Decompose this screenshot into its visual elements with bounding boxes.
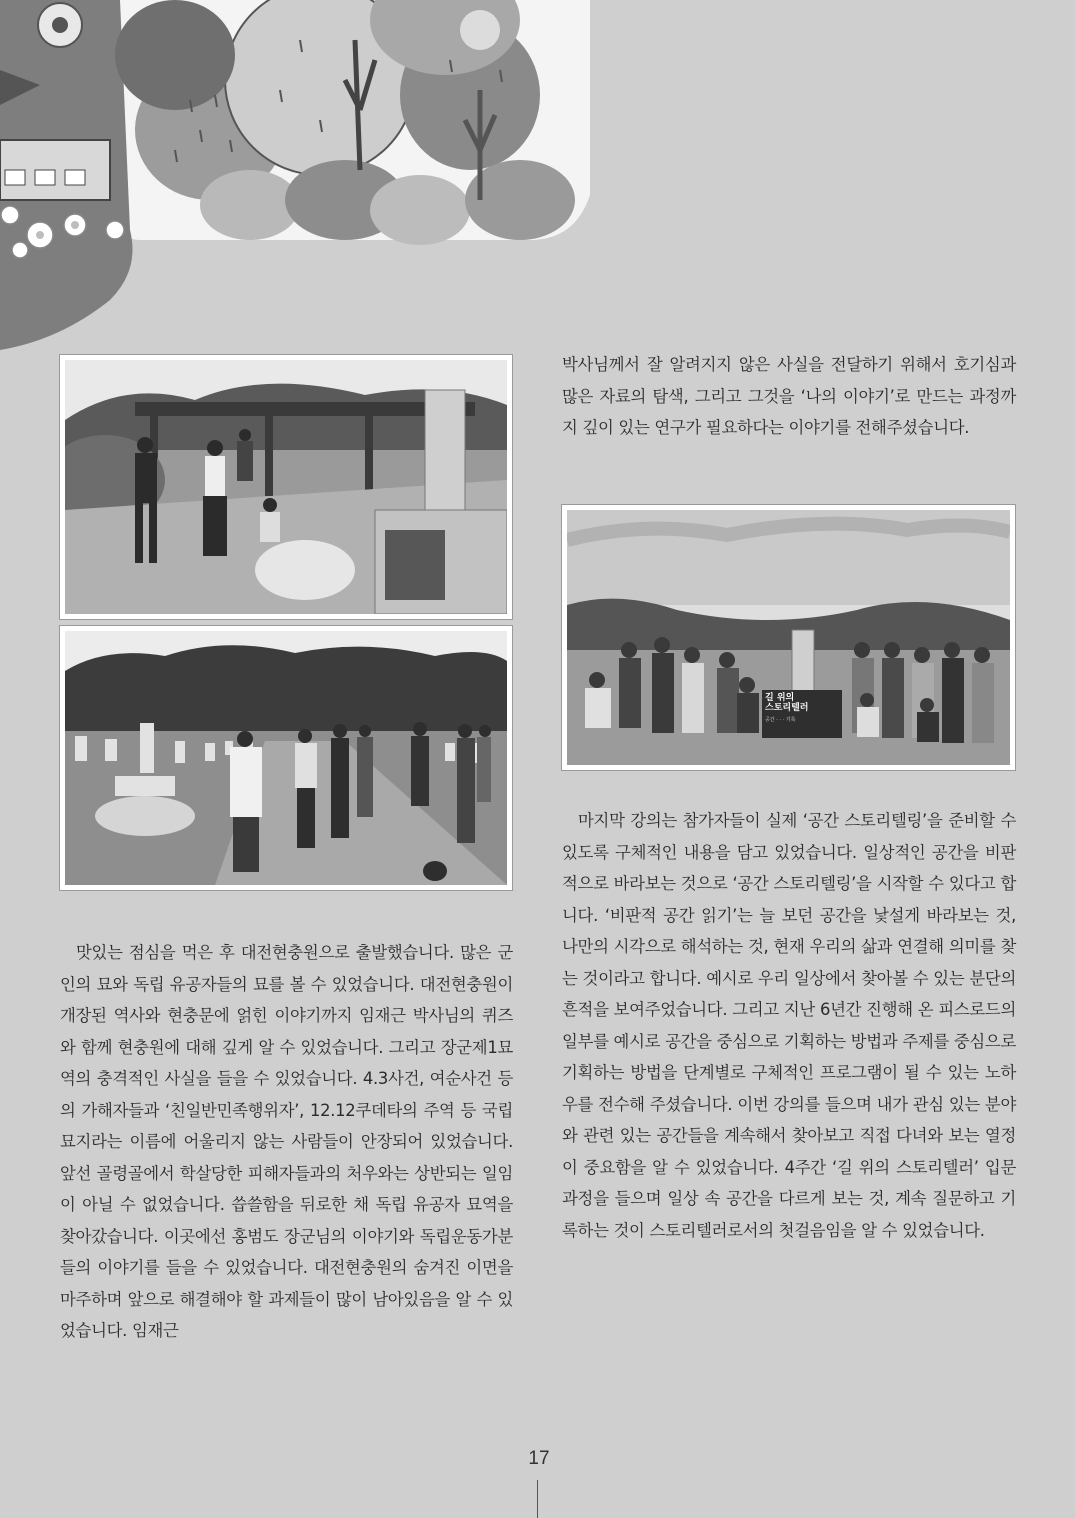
banner-line2: 스토리텔러 <box>765 703 809 713</box>
photo-memorial-flowers <box>60 355 512 619</box>
right-top-text: 박사님께서 잘 알려지지 않은 사실을 전달하기 위해서 호기심과 많은 자료의 탐색, 그리고 그것을 ‘나의 이야기’로 만드는 과정까지 깊이 있는 연구가 필요하다는 이야기를 전해주셨습니다. <box>562 355 1016 437</box>
banner <box>765 693 841 726</box>
banner-line1: 길 위의 <box>765 693 795 703</box>
right-body-text: 마지막 강의는 참가자들이 실제 ‘공간 스토리텔링’을 준비할 수 있도록 구체적인 내용을 담고 있었습니다. 일상적인 공간을 비판적으로 바라보는 것으로 ‘공간 스토리텔링’을 시작할 수 있다고 합니다. ‘비판적 공간 읽기’는 늘 보던 공간을 낯설게 바라보는 것, 나만의 시각으로 해석하는 것, 현재 우리의 삶과 연결해 의미를 찾는 것이라고 합니다. 예시로 우리 일상에서 찾아볼 수 있는 분단의 흔적을 보여주었습니다. 그리고 지난 6년간 진행해 온 피스로드의 일부를 예시로 공간을 중심으로 기획하는 방법과 주제를 중심으로 기획하는 방법을 단계별로 구체적인 프로그램이 될 수 있는 노하우를 전수해 주셨습니다. 이번 강의를 들으며 내가 관심 있는 분야와 관련 있는 공간들을 계속해서 찾아보고 직접 다녀와 보는 열정이 중요함을 알 수 있었습니다. 4주간 ‘길 위의 스토리텔러’ 입문 과정을 들으며 일상 속 공간을 다르게 보는 것, 계속 질문하고 기록하는 것이 스토리텔러로서의 첫걸음임을 알 수 있었습니다. <box>562 811 1016 1240</box>
left-body-text: 맛있는 점심을 먹은 후 대전현충원으로 출발했습니다. 많은 군인의 묘와 독립 유공자들의 묘를 볼 수 있었습니다. 대전현충원이 개장된 역사와 현충문에 얽힌 이야기까지 임재근 박사님의 퀴즈와 함께 현충원에 대해 깊게 알 수 있었습니다. 그리고 장군제1묘역의 충격적인 사실을 들을 수 있었습니다. 4.3사건, 여순사건 등의 가해자들과 ‘친일반민족행위자’, 12.12쿠데타의 주역 등 국립묘지라는 이름에 어울리지 않는 사람들이 안장되어 있었습니다. 앞선 골령골에서 학살당한 피해자들과의 처우와는 상반되는 일임이 아닐 수 없었습니다. 씁쓸함을 뒤로한 채 독립 유공자 묘역을 찾아갔습니다. 이곳에선 홍범도 장군님의 이야기와 독립운동가분들의 이야기를 들을 수 있었습니다. 대전현충원의 숨겨진 이면을 마주하며 앞으로 해결해야 할 과제들이 많이 남아있음을 알 수 있었습니다. 임재근 <box>60 943 513 1340</box>
right-body-paragraph <box>562 805 1016 1246</box>
page-divider <box>537 1480 538 1518</box>
photo-cemetery-rows <box>60 626 512 890</box>
page-number: 17 <box>528 1448 550 1469</box>
right-top-paragraph <box>562 349 1016 444</box>
left-body-paragraph <box>60 937 513 1347</box>
banner-sub: 공간 · · · 기록 <box>765 717 796 723</box>
photo-group-banner <box>562 505 1015 770</box>
header-illustration <box>0 0 1075 360</box>
